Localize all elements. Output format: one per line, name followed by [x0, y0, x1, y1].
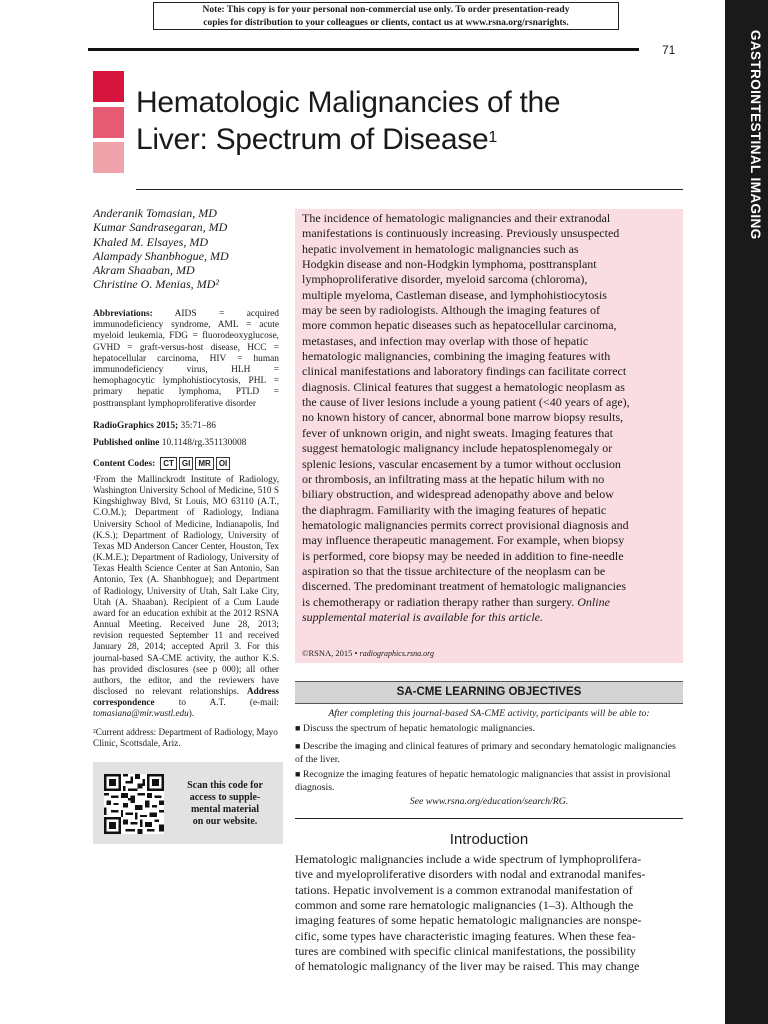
page-number: 71 — [662, 43, 676, 57]
section-label: GASTROINTESTINAL IMAGING — [748, 30, 763, 240]
introduction-line: tive and myeloproliferative disorders with nodal and extranodal manifes- — [295, 867, 646, 882]
abstract-line: is performed, core biopsy may be needed in addition to fine-needle — [302, 548, 624, 563]
title-line-1: Hematologic Malignancies of the — [136, 86, 561, 119]
abstract-line: splenic lesions, vascular encasement by a tumor without occlusion — [302, 456, 621, 471]
objective-text: Recognize the imaging features of hepatic hematologic malignancies that assist in provisional diagnosis. — [295, 769, 671, 793]
usage-note-line: Note: This copy is for your personal non-commercial use only. To order presentation-ready — [202, 5, 570, 15]
introduction-line: cific, some types have characteristic imaging features. When these fea- — [295, 928, 636, 943]
introduction-line: Hematologic malignancies include a wide spectrum of lymphoprolifera- — [295, 852, 642, 866]
title-footnote-mark: 1 — [488, 129, 497, 146]
usage-note — [153, 2, 619, 30]
qr-caption-line: on our website. — [192, 816, 258, 827]
qr-caption-line: access to supple- — [189, 792, 261, 803]
accent-square-dark — [93, 71, 124, 102]
author-name: Kumar Sandrasegaran, MD — [93, 220, 228, 235]
objectives-rule — [295, 818, 683, 819]
abstract-supplement-note: Online — [577, 594, 610, 609]
title-line-2: Liver: Spectrum of Disease — [136, 123, 489, 156]
abstract-line: no known history of cancer, abnormal bone marrow biopsy results, — [302, 410, 624, 425]
objectives-see-link[interactable]: See www.rsna.org/education/search/RG. — [409, 796, 569, 807]
author-name: Akram Shaaban, MD — [93, 263, 195, 278]
abstract-line: fever of unknown origin, and night sweats. Imaging features that — [302, 425, 613, 440]
objective-item — [295, 740, 683, 766]
introduction-line: imaging features of some hepatic hematologic malignancies are nonspe- — [295, 913, 642, 928]
affiliation-footnote — [93, 474, 279, 719]
abstract-line-text: is chemotherapy or radiation therapy rather than surgery. — [302, 594, 578, 609]
doi: 10.1148/rg.351130008 — [159, 438, 247, 448]
content-code-badge: GI — [179, 457, 193, 470]
qr-caption — [172, 780, 278, 828]
author-list — [93, 206, 229, 292]
abstract-line: the diaphragm. Familiarity with the imaging features of hepatic — [302, 502, 607, 517]
abstract-line: diagnosis. Clinical features that suggest a hematologic neoplasm as — [302, 379, 625, 394]
abstract-line: biliary obstruction, and widespread adenopathy above and below — [302, 487, 614, 502]
article-title — [136, 84, 696, 158]
abstract-line: manifestations is continuously increasing. Previously unsuspected — [302, 226, 620, 241]
bullet-icon: ■ — [295, 723, 301, 733]
objective-item — [295, 722, 683, 736]
citation — [93, 420, 283, 432]
author-name: Alampady Shanbhogue, MD — [93, 248, 229, 263]
objective-text: Discuss the spectrum of hepatic hematologic malignancies. — [302, 723, 535, 734]
author-name: Christine O. Menias, MD² — [93, 277, 219, 292]
abstract-line: lymphoproliferative disorder, myeloid sarcoma (chloroma), — [302, 272, 588, 287]
introduction-line: common and some rare hematologic malignancies (1–3). Although the — [295, 898, 634, 913]
abstract-line: aspiration so that the tissue architecture of the neoplasm can be — [302, 563, 606, 578]
abstract-line: more common hepatic diseases such as hepatocellular carcinoma, — [302, 318, 617, 333]
qr-code-icon[interactable] — [104, 774, 164, 834]
citation-value: 35:71–86 — [178, 421, 216, 431]
abstract-text — [302, 211, 676, 625]
accent-square-light — [93, 142, 124, 173]
bullet-icon: ■ — [295, 741, 301, 751]
affiliation-text: ¹From the Mallinckrodt Institute of Radiology, Washington University School of Medicine, 510 S Kingshighway Blvd, St Louis, MO 63110 (A.T., C.O.M.); Department of Radiology, Indiana University School of Medicine, Indianapolis, Ind (K.S.); Department of Radiology, University of Texas MD Anderson Cancer Center, Houston, Tex (K.M.E.); Department of Radiology, University of Texas Health Science Center at San Antonio, San Antonio, Tex (A. Shanbhogue); and Department of Radiology, University of Utah, Salt Lake City, Utah (A. Shaaban). Recipient of a Cum Laude award for an education exhibit at the 2012 RSNA Annual Meeting. Received June 28, 2013; revision requested September 11 and received January 28, 2014; accepted April 3. For this journal-based SA-CME activity, the author K.S. has provided disclosures (see p 000); all other authors, the editor, and the reviewers have disclosed no relevant relationships. — [93, 474, 279, 696]
abstract-line: clinical manifestations and laboratory findings can facilitate correct — [302, 364, 627, 379]
current-address: ²Current address: Department of Radiology, Mayo Clinic, Scottsdale, Ariz. — [93, 727, 278, 749]
abstract-line: multiple myeloma, Castleman disease, and lymphohistiocytosis — [302, 287, 607, 302]
abstract-line: may be seen by radiologists. Although the imaging features of — [302, 303, 600, 318]
abstract-line: The incidence of hematologic malignancies and their extranodal — [302, 211, 611, 225]
author-name: Anderanik Tomasian, MD — [93, 206, 217, 220]
journal-url[interactable]: radiographics.rsna.org — [359, 649, 434, 658]
abbreviations — [93, 309, 279, 410]
introduction-text — [295, 852, 683, 975]
content-code-badge: MR — [195, 457, 213, 470]
correspondence-end: ). — [188, 708, 195, 719]
citation-label: RadioGraphics 2015; — [93, 421, 179, 431]
introduction-heading: Introduction — [449, 831, 529, 848]
author-name: Khaled M. Elsayes, MD — [93, 234, 208, 249]
introduction-line: tures are combined with specific clinical manifestations, the possibility — [295, 944, 636, 959]
objectives-heading: SA-CME LEARNING OBJECTIVES — [295, 681, 683, 704]
objectives-intro: After completing this journal-based SA-CME activity, participants will be able to: — [328, 708, 650, 719]
copyright — [302, 648, 434, 658]
correspondence-text: to A.T. (e-mail: — [154, 697, 279, 708]
correspondence-label: Address correspondence — [93, 685, 279, 708]
section-label-wrap — [725, 0, 768, 1024]
content-codes — [93, 457, 230, 470]
abbreviations-label: Abbreviations: — [93, 309, 153, 319]
abstract-line: hematologic malignancies permits correct provisional diagnosis and — [302, 517, 629, 532]
abstract-line: hepatic involvement in hematologic malignancies such as — [302, 241, 579, 256]
abbreviations-text: AIDS = acquired immunodeficiency syndrome, AML = acute myeloid leukemia, FDG = fluorodeoxyglucose, GVHD = graft-versus-host disease, HCC = hepatocellular carcinoma, HIV = human immunodeficiency virus, HLH = hemophagocytic lymphohistiocytosis, PHL = primary hepatic lymphoma, PTLD = posttransplant lymphoproliferative disorder — [93, 309, 279, 409]
abstract-supplement-note: supplemental material is available for this article. — [302, 609, 543, 624]
objective-item — [295, 768, 683, 794]
qr-caption-line: Scan this code for — [187, 780, 263, 791]
abstract-line: suggest hematologic malignancy include hepatosplenomegaly or — [302, 441, 613, 456]
abstract-line: Hodgkin disease and non-Hodgkin lymphoma, posttransplant — [302, 257, 597, 272]
abstract-line — [302, 595, 676, 610]
abstract-line: metastases, and infection may overlap with those of hepatic — [302, 333, 589, 348]
introduction-line: tations. Hepatic involvement is a common extranodal manifestation of — [295, 882, 633, 897]
usage-note-line: copies for distribution to your colleagues or clients, contact us at www.rsna.org/rsnarights. — [203, 18, 569, 28]
abstract-line: the cause of liver lesions include a young patient (<40 years of age), — [302, 395, 630, 410]
title-rule — [136, 189, 683, 190]
header-rule — [88, 48, 639, 51]
abstract-line: or thrombosis, an infiltrating mass at the hepatic hilum with no — [302, 471, 605, 486]
abstract-line: discerned. The predominant treatment of hematologic malignancies — [302, 579, 626, 594]
objective-text: Describe the imaging and clinical features of primary and secondary hematologic malignancies of the liver. — [295, 741, 676, 765]
content-code-badge: OI — [216, 457, 230, 470]
abstract-line — [302, 610, 676, 625]
abstract-line: hematologic malignancies, combining the imaging features with — [302, 349, 611, 364]
accent-square-mid — [93, 107, 124, 138]
qr-caption-line: mental material — [190, 804, 260, 815]
published-label: Published online — [93, 438, 160, 448]
published-online — [93, 437, 283, 449]
correspondence-email[interactable]: tomasiana@mir.wustl.edu — [93, 708, 189, 719]
content-codes-label: Content Codes: — [93, 458, 156, 469]
content-code-badge: CT — [160, 457, 177, 470]
introduction-line: of hematologic malignancy of the liver may be raised. This may change — [295, 959, 640, 974]
abstract-line: may influence therapeutic management. For example, when biopsy — [302, 533, 625, 548]
bullet-icon: ■ — [295, 769, 301, 779]
copyright-text: ©RSNA, 2015 • — [302, 648, 360, 658]
